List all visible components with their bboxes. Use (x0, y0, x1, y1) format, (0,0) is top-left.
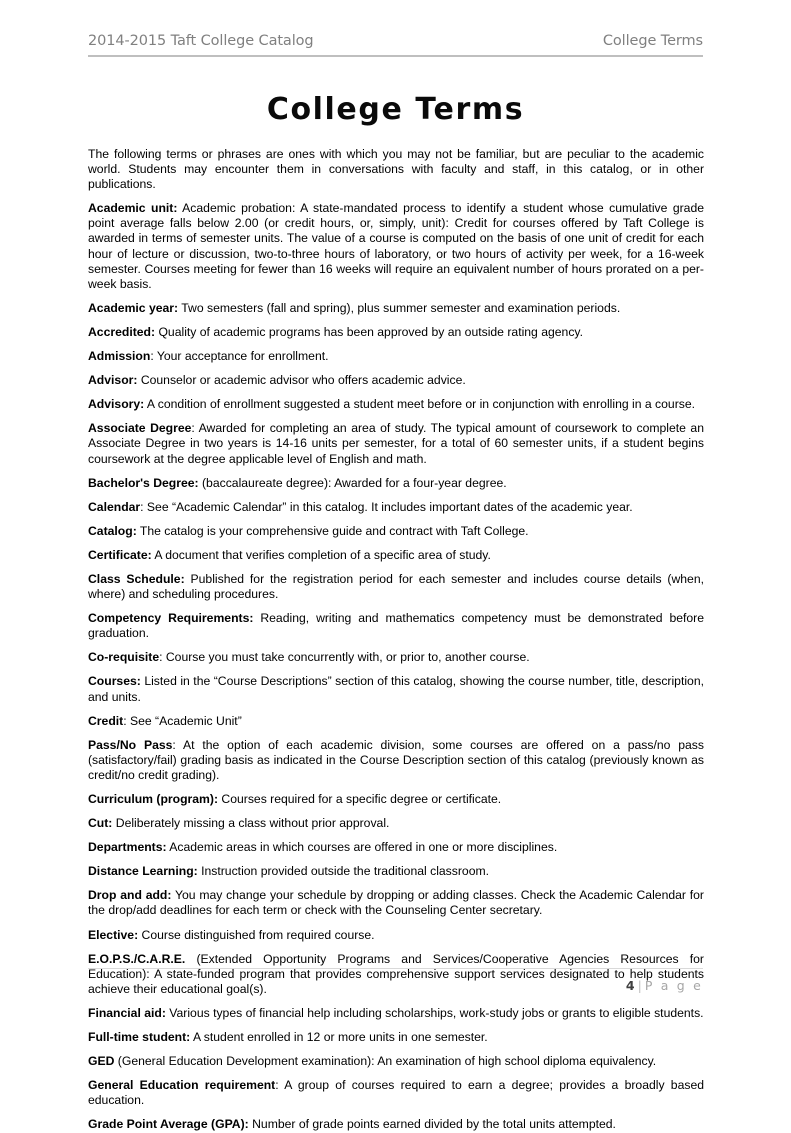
intro-paragraph (88, 147, 704, 192)
term-name: Competency Requirements: (88, 611, 254, 626)
term-name: Certificate: (88, 547, 152, 562)
term-definition: : A group of courses required to earn a degree; provides a broadly based education. (88, 1078, 704, 1108)
term-entry (88, 421, 704, 466)
term-entry (88, 1030, 704, 1045)
term-entry (88, 572, 704, 602)
term-name: Admission (88, 349, 151, 364)
term-entry (88, 1078, 704, 1108)
term-definition: Two semesters (fall and spring), plus summer semester and examination periods. (178, 300, 621, 315)
term-name: Courses: (88, 674, 141, 689)
footer-page-number: 4 (625, 978, 635, 993)
term-definition: : At the option of each academic division, some courses are offered on a pass/no pass (satisfactory/fail) grading basis as indicated in the Course Description section of this catalog (previously known as credit/no credit grading). (88, 737, 704, 782)
term-entry (88, 792, 704, 807)
term-definition: Academic areas in which courses are offered in one or more disciplines. (166, 840, 558, 855)
term-name: Financial aid: (88, 1005, 166, 1020)
term-entry (88, 524, 704, 539)
term-entry (88, 840, 704, 855)
term-definition: Deliberately missing a class without prior approval. (112, 816, 390, 831)
term-name: Academic year: (88, 300, 179, 315)
term-definition: (Extended Opportunity Programs and Services/Cooperative Agencies Resources for Education): A state-funded program that provides comprehensive support services designated to help students achieve their educational goal(s). (88, 951, 704, 996)
term-entry (88, 301, 704, 316)
term-name: Calendar (88, 499, 141, 514)
term-definition: A document that verifies completion of a specific area of study. (151, 547, 491, 562)
term-name: Cut: (88, 816, 113, 831)
term-definition: A condition of enrollment suggested a student meet before or in conjunction with enrolling in a course. (144, 397, 696, 412)
term-entry (88, 650, 704, 665)
term-name: Associate Degree (88, 421, 192, 436)
term-name: Class Schedule: (88, 571, 185, 586)
term-name: Curriculum (program): (88, 792, 219, 806)
term-entry (88, 674, 704, 704)
term-name: Bachelor's Degree: (88, 475, 199, 490)
term-name: GED (88, 1054, 115, 1069)
term-definition: Instruction provided outside the traditional classroom. (197, 864, 490, 879)
footer-separator: | (637, 978, 642, 993)
term-name: Elective: (88, 927, 139, 942)
page-title: College Terms (266, 92, 525, 127)
term-name: Catalog: (88, 523, 137, 538)
term-name: Grade Point Average (GPA): (88, 1117, 249, 1132)
page-footer (88, 968, 703, 995)
term-entry (88, 548, 704, 563)
term-entry (88, 373, 704, 388)
term-definition: (General Education Development examination): An examination of high school diploma equivalency. (114, 1054, 657, 1069)
term-entry (88, 500, 704, 515)
term-entry (88, 476, 704, 491)
term-definition: Quality of academic programs has been approved by an outside rating agency. (155, 324, 584, 339)
term-definition: : See “Academic Calendar” in this catalog. It includes important dates of the academic year. (140, 499, 633, 514)
term-entry (88, 1117, 704, 1132)
term-entry (88, 888, 704, 918)
term-definition: : See “Academic Unit” (123, 713, 242, 728)
term-definition: A student enrolled in 12 or more units in one semester. (190, 1030, 488, 1045)
term-name: Full-time student: (88, 1030, 191, 1045)
term-definition: Courses required for a specific degree or certificate. (218, 792, 502, 806)
running-header (88, 33, 703, 57)
term-name: Drop and add: (88, 888, 172, 903)
term-definition: Number of grade points earned divided by the total units attempted. (248, 1117, 616, 1132)
term-definition: The catalog is your comprehensive guide and contract with Taft College. (136, 523, 529, 538)
term-name: Co-requisite (88, 650, 160, 665)
term-definition: You may change your schedule by dropping or adding classes. Check the Academic Calendar for the drop/add deadlines for each term or check with the Counseling Center secretary. (88, 888, 704, 918)
intro-text: The following terms or phrases are ones with which you may not be familiar, but are peculiar to the academic world. Students may encounter them in conversations with faculty and staff, in this catalog, or in other publications. (88, 147, 704, 192)
term-entry (88, 1054, 704, 1069)
term-entry (88, 864, 704, 879)
term-definition: Listed in the “Course Descriptions” section of this catalog, showing the course number, title, description, and units. (88, 674, 704, 704)
term-name: Advisory: (88, 397, 145, 412)
term-name: E.O.P.S./C.A.R.E. (88, 951, 186, 966)
term-entry (88, 397, 704, 412)
term-definition: : Awarded for completing an area of study. The typical amount of coursework to complete an Associate Degree in two years is 14-16 units per semester, for a total of 60 semester units, if a student begins coursework at the degree applicable level of English and math. (88, 421, 704, 466)
term-entry (88, 1006, 704, 1021)
term-definition: Academic probation: A state-mandated process to identify a student whose cumulative grade point average falls below 2.00 (or credit hours, or, simply, unit): Credit for courses offered by Taft College is awarded in terms of semester units. The value of a course is computed on the basis of one unit of credit for each hour of lecture or discussion, two-to-three hours of laboratory, or two hours of activity per week, for a 16-week semester. Courses meeting for fewer than 16 weeks will require an equivalent number of hours prorated on a per-week basis. (88, 201, 704, 291)
header-catalog-title: 2014-2015 Taft College Catalog (88, 33, 314, 49)
term-entry (88, 714, 704, 729)
term-definition: Course distinguished from required course. (138, 927, 375, 942)
term-definition: (baccalaureate degree): Awarded for a four-year degree. (198, 475, 507, 490)
term-entry (88, 349, 704, 364)
term-name: General Education requirement (88, 1078, 276, 1093)
term-entry (88, 325, 704, 340)
term-name: Departments: (88, 840, 167, 855)
term-name: Pass/No Pass (88, 737, 173, 752)
term-entry (88, 611, 704, 641)
term-entry (88, 816, 704, 831)
term-name: Accredited: (88, 324, 156, 339)
footer-page-word: P a g e (644, 978, 703, 993)
term-definition: Counselor or academic advisor who offers academic advice. (137, 373, 466, 388)
term-entry (88, 201, 704, 292)
term-entry (88, 738, 704, 783)
term-name: Distance Learning: (88, 864, 198, 879)
term-definition: Various types of financial help including scholarships, work-study jobs or grants to eligible students. (165, 1005, 704, 1020)
term-definition: : Your acceptance for enrollment. (150, 349, 329, 364)
term-name: Advisor: (88, 373, 138, 388)
header-section-title: College Terms (602, 33, 703, 49)
term-name: Academic unit: (88, 201, 178, 216)
term-entry (88, 928, 704, 943)
term-definition: : Course you must take concurrently with, or prior to, another course. (159, 650, 530, 665)
term-definition: Reading, writing and mathematics competency must be demonstrated before graduation. (88, 611, 705, 641)
term-definition: Published for the registration period for each semester and includes course details (when, where) and scheduling procedures. (88, 571, 704, 602)
term-name: Credit (88, 713, 124, 728)
